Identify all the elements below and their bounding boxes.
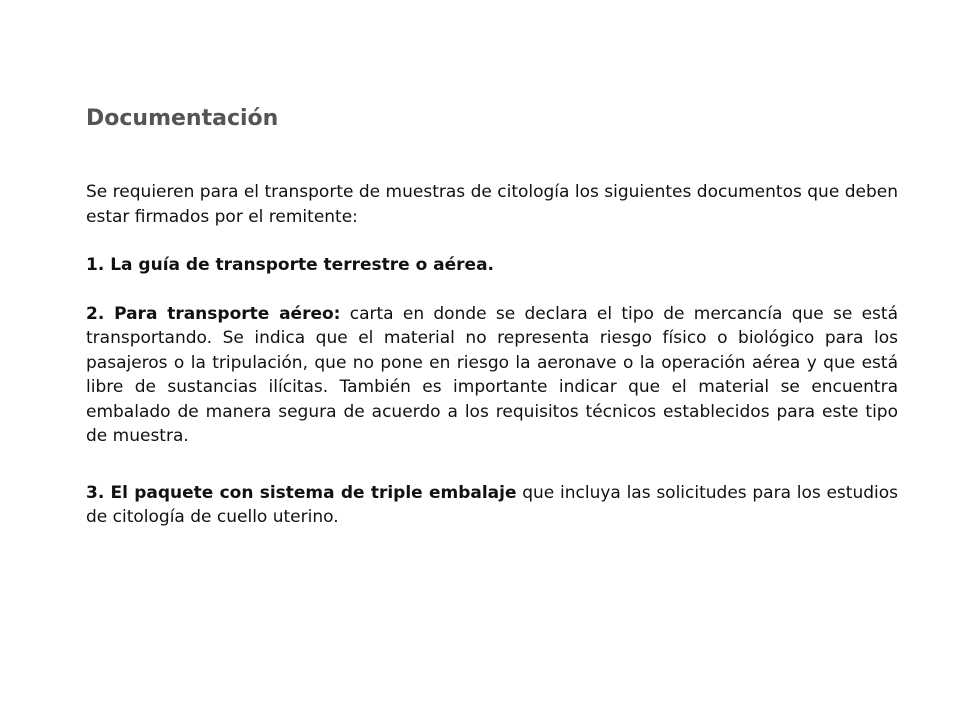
list-item-2-text: carta en donde se declara el tipo de mercancía que se está transportando. Se indica que el material no representa riesgo físico o biológico para los pasajeros o la tripulación, que no pone en riesgo la aeronave o la operación aérea y que está libre de sustancias ilícitas. También es importante indicar que el material se encuentra embalado de manera segura de acuerdo a los requisitos técnicos establecidos para este tipo de muestra. [86,303,898,446]
list-item-3 [86,481,898,530]
document-page [86,102,898,530]
list-item-3-text: que incluya las solicitudes para los estudios de citología de cuello uterino. [86,482,898,527]
document-title: Documentación [86,106,279,131]
list-item-3-heading: 3. El paquete con sistema de triple embalaje [86,482,517,503]
list-item-2 [86,302,898,449]
list-item-1 [86,253,898,278]
list-item-2-heading: 2. Para transporte aéreo: [86,303,341,324]
intro-paragraph: Se requieren para el transporte de muestras de citología los siguientes documentos que deben estar firmados por el remitente: [86,182,898,227]
list-item-1-heading: 1. La guía de transporte terrestre o aérea. [86,255,495,275]
